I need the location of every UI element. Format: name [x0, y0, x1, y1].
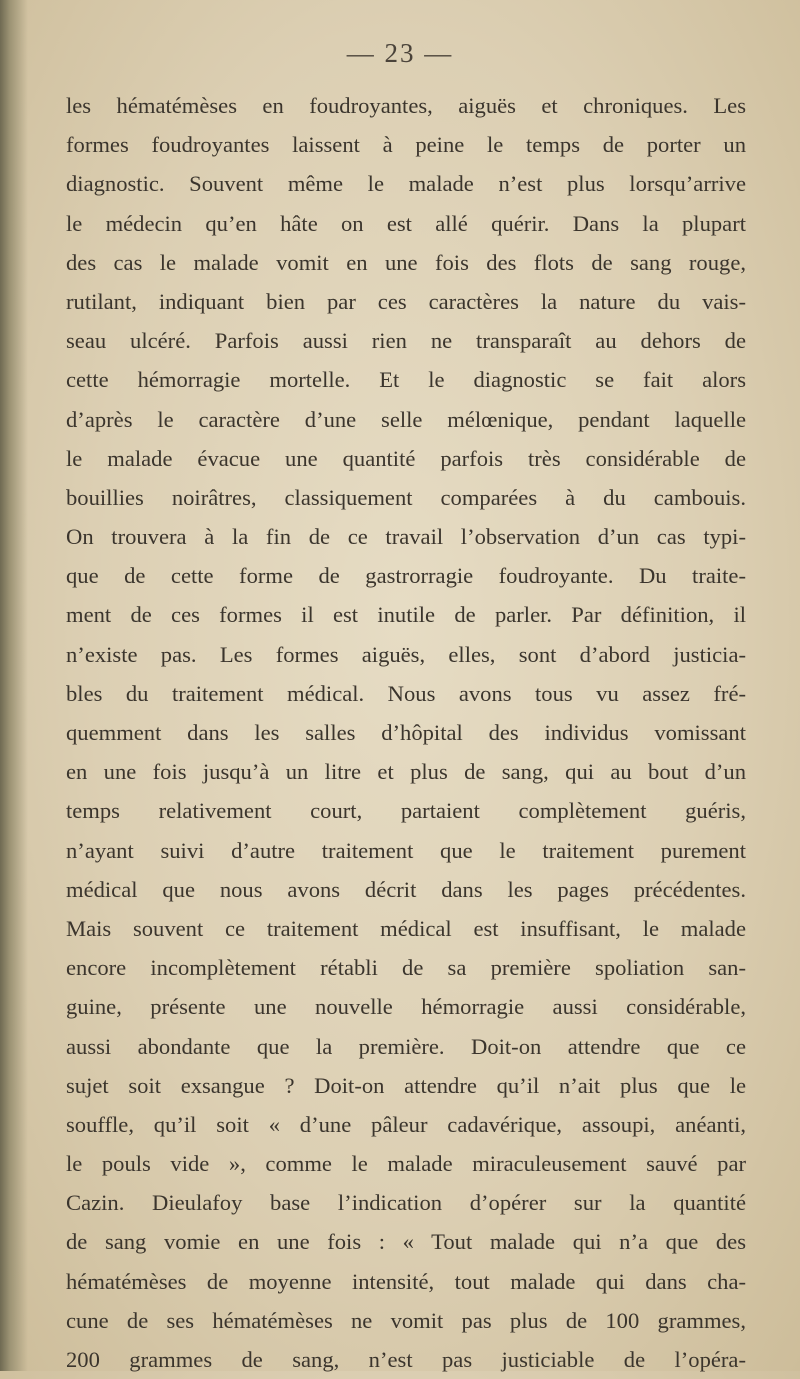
text-line: diagnostic. Souvent même le malade n’est plus lorsqu’arrive [66, 171, 746, 197]
text-line: de sang vomie en une fois : « Tout malade qui n’a que des [66, 1229, 746, 1255]
text-line: des cas le malade vomit en une fois des flots de sang rouge, [66, 249, 746, 275]
text-line: temps relativement court, partaient complètement guéris, [66, 798, 746, 824]
text-line: sujet soit exsangue ? Doit-on attendre qu’il n’ait plus que le [66, 1072, 746, 1098]
text-line: Cazin. Dieulafoy base l’indication d’opérer sur la quantité [66, 1190, 746, 1216]
text-line: le malade évacue une quantité parfois très considérable de [66, 445, 746, 471]
text-line: 200 grammes de sang, n’est pas justiciable de l’opéra- [66, 1347, 746, 1372]
text-line: médical que nous avons décrit dans les pages précédentes. [66, 876, 746, 902]
text-line: hématémèses de moyenne intensité, tout malade qui dans cha- [66, 1268, 746, 1294]
text-line: cette hémorragie mortelle. Et le diagnostic se fait alors [66, 367, 746, 393]
text-line: n’existe pas. Les formes aiguës, elles, sont d’abord justicia- [66, 641, 746, 667]
text-line: le médecin qu’en hâte on est allé quérir. Dans la plupart [66, 210, 746, 236]
text-line: souffle, qu’il soit « d’une pâleur cadavérique, assoupi, anéanti, [66, 1111, 746, 1137]
page-number: — 23 — [346, 38, 454, 68]
text-line: bouillies noirâtres, classiquement comparées à du cambouis. [66, 484, 746, 510]
text-line: que de cette forme de gastrorragie foudroyante. Du traite- [66, 563, 746, 589]
text-line: quemment dans les salles d’hôpital des individus vomissant [66, 720, 746, 745]
text-line: guine, présente une nouvelle hémorragie aussi considérable, [66, 994, 746, 1020]
text-line: les hématémèses en foudroyantes, aiguës et chroniques. Les [66, 93, 746, 118]
page-binding-edge [0, 0, 28, 1371]
text-line: Mais souvent ce traitement médical est insuffisant, le malade [66, 915, 746, 941]
text-line: On trouvera à la fin de ce travail l’observation d’un cas typi- [66, 524, 746, 550]
text-line: rutilant, indiquant bien par ces caractères la nature du vais- [66, 288, 746, 314]
text-line: d’après le caractère d’une selle mélœnique, pendant laquelle [66, 406, 746, 432]
text-line: ment de ces formes il est inutile de parler. Par définition, il [66, 602, 746, 628]
text-line: le pouls vide », comme le malade miraculeusement sauvé par [66, 1151, 746, 1177]
text-line: formes foudroyantes laissent à peine le temps de porter un [66, 132, 746, 158]
body-text [66, 86, 746, 1379]
text-line: encore incomplètement rétabli de sa première spoliation san- [66, 955, 746, 981]
text-line: bles du traitement médical. Nous avons tous vu assez fré- [66, 680, 746, 706]
text-line: aussi abondante que la première. Doit-on attendre que ce [66, 1033, 746, 1059]
text-line: n’ayant suivi d’autre traitement que le traitement purement [66, 837, 746, 863]
text-line: en une fois jusqu’à un litre et plus de sang, qui au bout d’un [66, 759, 746, 785]
text-line: cune de ses hématémèses ne vomit pas plus de 100 grammes, [66, 1307, 746, 1333]
text-line: seau ulcéré. Parfois aussi rien ne transparaît au dehors de [66, 328, 746, 354]
